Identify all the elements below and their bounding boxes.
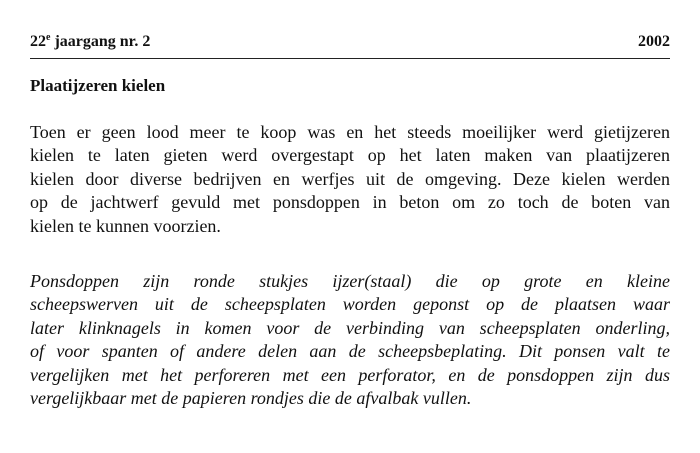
paragraph-2-line: of voor spanten of andere delen aan de scheepsbeplating. Dit ponsen valt te bbox=[30, 341, 670, 362]
paragraph-2-line: scheepswerven uit de scheepsplaten worden geponst op de plaatsen waar bbox=[30, 294, 670, 315]
paragraph-1-line: kielen te kunnen voorzien. bbox=[30, 215, 221, 236]
header-divider bbox=[30, 58, 670, 59]
issue-label bbox=[30, 33, 150, 51]
paragraph-1 bbox=[30, 121, 670, 238]
issue-number: 22 bbox=[30, 33, 46, 50]
paragraph-1-line: kielen te laten gieten werd overgestapt op het laten maken van plaatijzeren bbox=[30, 145, 670, 166]
page-header bbox=[30, 33, 670, 55]
paragraph-2-line: vergelijken met het perforeren met een perforator, en de ponsdoppen zijn dus bbox=[30, 364, 670, 385]
paragraph-1-line: Toen er geen lood meer te koop was en het steeds moeilijker werd gietijzeren bbox=[30, 122, 670, 142]
paragraph-2-line: later klinknagels in komen voor de verbinding van scheepsplaten onderling, bbox=[30, 317, 670, 338]
issue-superscript: e bbox=[46, 32, 51, 43]
paragraph-2-line: vergelijkbaar met de papieren rondjes die de afvalbak vullen. bbox=[30, 388, 472, 409]
article-title: Plaatijzeren kielen bbox=[30, 76, 166, 95]
paragraph-2 bbox=[30, 270, 670, 410]
issue-suffix: jaargang nr. 2 bbox=[50, 33, 151, 50]
issue-year: 2002 bbox=[638, 33, 670, 50]
paragraph-2-line: Ponsdoppen zijn ronde stukjes ijzer(staal) die op grote en kleine bbox=[30, 271, 670, 291]
paragraph-1-line: kielen door diverse bedrijven en werfjes uit de omgeving. Deze kielen werden bbox=[30, 168, 670, 189]
paragraph-1-line: op de jachtwerf gevuld met ponsdoppen in beton om zo toch de boten van bbox=[30, 192, 670, 213]
